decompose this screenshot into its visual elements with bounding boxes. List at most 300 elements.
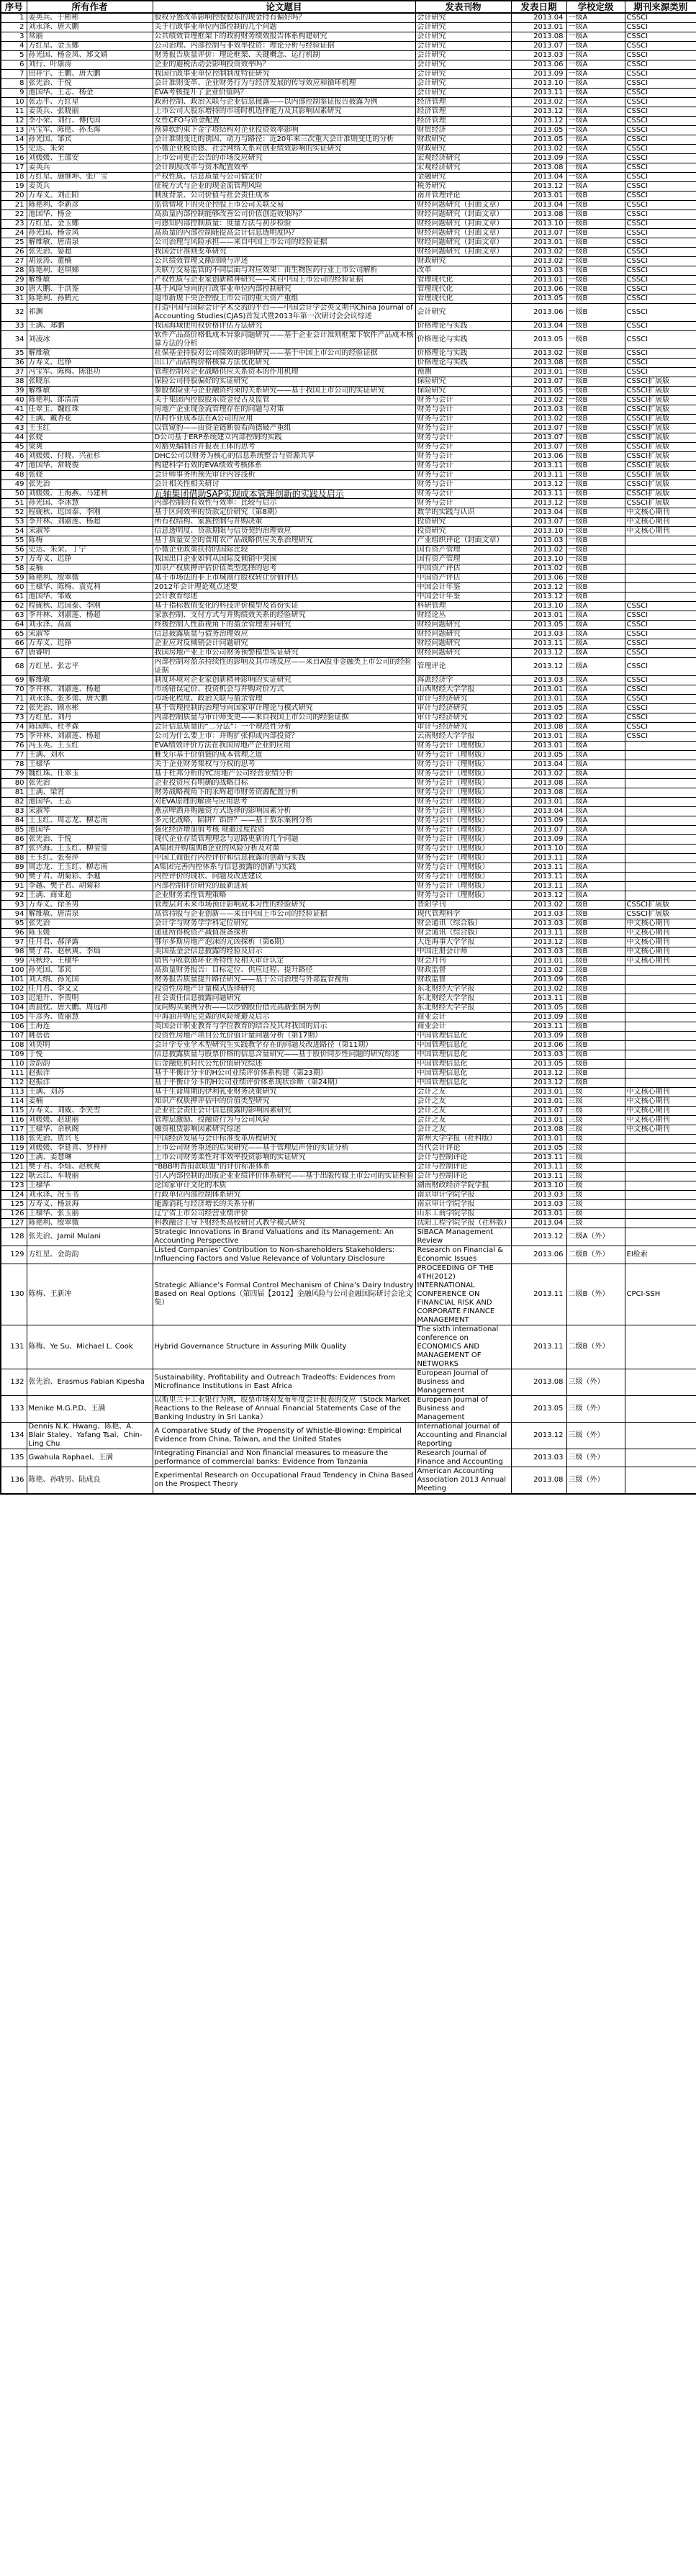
- table-row: [1, 639, 696, 649]
- table-row: [1, 145, 696, 154]
- authors-cell: 魏红珠、任翠玉: [27, 770, 153, 779]
- row-number-cell: 88: [1, 854, 27, 863]
- rating-cell: 二级A: [566, 816, 625, 826]
- authors-cell: 常丽: [27, 32, 153, 42]
- authors-cell: 唐睿明: [27, 649, 153, 658]
- title-cell: 投资性房地产计量模式选择研究: [153, 985, 415, 994]
- table-row: [1, 901, 696, 910]
- row-number-cell: 59: [1, 574, 27, 583]
- date-cell: 2013.09: [511, 1013, 566, 1022]
- journal-cell: 财务与会计: [415, 480, 511, 490]
- row-number-cell: 100: [1, 966, 27, 976]
- table-row: [1, 882, 696, 891]
- authors-cell: 田祥宇、王鹏、唐大鹏: [27, 70, 153, 79]
- source-cell: CSSCI: [625, 676, 696, 685]
- authors-cell: 王满、梁宵: [27, 788, 153, 798]
- source-cell: CSSCI: [625, 173, 696, 182]
- table-row: [1, 201, 696, 210]
- table-row: [1, 154, 696, 163]
- authors-cell: 梁爽: [27, 443, 153, 452]
- rating-cell: 二级B: [566, 985, 625, 994]
- rating-cell: 二级B: [566, 910, 625, 919]
- title-cell: 内部控制质量与审计师变更——来自我国上市公司的经验证据: [153, 713, 415, 723]
- title-cell: 所有权结构、家族控制与并购决策: [153, 518, 415, 527]
- title-cell: 退市新规下央企控股上市公司的重大资产重组: [153, 294, 415, 304]
- authors-cell: 张先治、于悦: [27, 79, 153, 89]
- source-cell: CSSCI: [625, 294, 696, 304]
- row-number-cell: 39: [1, 387, 27, 396]
- table-row: [1, 602, 696, 611]
- rating-cell: 三级: [566, 1107, 625, 1116]
- authors-cell: 万寿义、刘正阳: [27, 192, 153, 201]
- journal-cell: 财务与会计（理财版）: [415, 854, 511, 863]
- date-cell: 2013.08: [511, 32, 566, 42]
- authors-cell: 孙光国、邹宾: [27, 135, 153, 145]
- table-row: [1, 1032, 696, 1041]
- date-cell: 2013.09: [511, 154, 566, 163]
- authors-cell: 李井林、刘淑莲、杨超: [27, 685, 153, 695]
- journal-cell: 审计与经济研究: [415, 713, 511, 723]
- rating-cell: 一级B: [566, 322, 625, 331]
- row-number-cell: 75: [1, 732, 27, 742]
- rating-cell: 三级: [566, 1144, 625, 1153]
- source-cell: [625, 1172, 696, 1181]
- source-cell: CSSCI扩展版: [625, 452, 696, 461]
- title-cell: 辽宁省上市公司经营业绩评价: [153, 1210, 415, 1219]
- authors-cell: 姜楠: [27, 564, 153, 574]
- header-source: 期刊来源类别: [625, 1, 696, 13]
- date-cell: 2013.10: [511, 527, 566, 536]
- authors-cell: 陈梅: [27, 536, 153, 546]
- source-cell: 中文核心期刊: [625, 1107, 696, 1116]
- source-cell: 中文核心期刊: [625, 929, 696, 938]
- title-cell: 上市公司更正公告的市场反应研究: [153, 154, 415, 163]
- rating-cell: 二级A: [566, 742, 625, 751]
- journal-cell: 经济管理: [415, 117, 511, 126]
- table-row: [1, 182, 696, 192]
- source-cell: 中文核心期刊: [625, 1088, 696, 1097]
- rating-cell: 二级A: [566, 760, 625, 770]
- authors-cell: 刘天纳、孙光国: [27, 976, 153, 985]
- source-cell: CSSCI: [625, 359, 696, 368]
- table-row: [1, 1041, 696, 1050]
- authors-cell: 王满、郑鹏: [27, 322, 153, 331]
- title-cell: 上市公司大股东增持的市场时机选择能力及其影响因素研究: [153, 107, 415, 117]
- date-cell: 2013.09: [511, 976, 566, 985]
- authors-cell: 姜英兵: [27, 163, 153, 173]
- journal-cell: 会计研究: [415, 42, 511, 51]
- authors-cell: 池国华、杨金: [27, 210, 153, 220]
- table-row: [1, 1135, 696, 1144]
- source-cell: 中文核心期刊: [625, 957, 696, 966]
- authors-cell: 史达、朱荣: [27, 145, 153, 154]
- row-number-cell: 65: [1, 630, 27, 639]
- title-cell: 公司治理、内部控制与非效率投资：理论分析与经验证据: [153, 42, 415, 51]
- row-number-cell: 106: [1, 1022, 27, 1032]
- title-link[interactable]: 瓦轴集团借助SAP实现成本管理创新的实践及启示: [153, 490, 415, 499]
- table-row: [1, 1153, 696, 1163]
- title-cell: 企业财务柔性管理策略: [153, 891, 415, 901]
- row-number-cell: 72: [1, 704, 27, 713]
- journal-cell: 会计之友: [415, 1097, 511, 1107]
- table-row: [1, 564, 696, 574]
- source-cell: CSSCI: [625, 51, 696, 60]
- row-number-cell: 108: [1, 1041, 27, 1050]
- title-cell: 基于市场法的非上市城商行股权转让价值评估: [153, 574, 415, 583]
- authors-cell: 宋淑琴: [27, 807, 153, 816]
- journal-cell: 财会通讯（综合版）: [415, 929, 511, 938]
- date-cell: 2013.09: [511, 816, 566, 826]
- row-number-cell: 5: [1, 51, 27, 60]
- rating-cell: 二级B: [566, 994, 625, 1004]
- authors-cell: 迟旭升、李贺明: [27, 994, 153, 1004]
- title-cell: 会计信息质量的“二分法”：一个规范性分析: [153, 723, 415, 732]
- table-row: [1, 304, 696, 322]
- date-cell: 2013.11: [511, 994, 566, 1004]
- date-cell: 2013.01: [511, 1210, 566, 1219]
- title-cell: 2012年会计理论观点述要: [153, 583, 415, 593]
- rating-cell: 二级A: [566, 685, 625, 695]
- header-title: 论文题目: [153, 1, 415, 13]
- table-row: [1, 126, 696, 135]
- rating-cell: 一级B: [566, 508, 625, 518]
- authors-cell: 胡景涛、董楠: [27, 257, 153, 266]
- journal-cell: 南京审计学院学报: [415, 1200, 511, 1210]
- authors-cell: 张娆: [27, 471, 153, 480]
- date-cell: 2013.11: [511, 1264, 566, 1325]
- rating-cell: 三级（外）: [566, 1449, 625, 1467]
- source-cell: CSSCI: [625, 704, 696, 713]
- rating-cell: 一级B: [566, 433, 625, 443]
- table-row: [1, 676, 696, 685]
- date-cell: 2013.11: [511, 1172, 566, 1181]
- title-cell: 市场错误定价、投资机会与并购对价方式: [153, 685, 415, 695]
- date-cell: 2013.11: [511, 471, 566, 480]
- authors-cell: 冯宝军、陈梅、陈银功: [27, 368, 153, 377]
- journal-cell: Research Journal of Finance and Accounting: [415, 1449, 511, 1467]
- source-cell: CSSCI: [625, 304, 696, 322]
- title-cell: 我国会计准则变革研究: [153, 248, 415, 257]
- authors-cell: 孙光国、邹宾: [27, 966, 153, 976]
- table-row: [1, 826, 696, 835]
- date-cell: 2013.08: [511, 779, 566, 788]
- rating-cell: 二级A: [566, 835, 625, 845]
- source-cell: [625, 1144, 696, 1153]
- authors-cell: 张志平、方红星: [27, 98, 153, 107]
- journal-cell: 国有资产管理: [415, 555, 511, 564]
- rating-cell: 二级B: [566, 929, 625, 938]
- date-cell: 2013.09: [511, 70, 566, 79]
- source-cell: CSSCI: [625, 658, 696, 676]
- row-number-cell: 110: [1, 1060, 27, 1069]
- journal-cell: 东北财经大学学报: [415, 1004, 511, 1013]
- rating-cell: 二级B: [566, 1022, 625, 1032]
- title-cell: 会计教育综述: [153, 593, 415, 602]
- table-row: [1, 816, 696, 826]
- journal-cell: 会计研究: [415, 89, 511, 98]
- title-cell: 企业的避税活动会影响投资效率吗？: [153, 60, 415, 70]
- rating-cell: 三级: [566, 1116, 625, 1125]
- authors-cell: 方红星、金玉娜: [27, 42, 153, 51]
- rating-cell: 一级B: [566, 331, 625, 349]
- row-number-cell: 132: [1, 1369, 27, 1396]
- authors-cell: 史达、朱荣、丁宁: [27, 546, 153, 555]
- table-row: [1, 742, 696, 751]
- title-cell: 公共绩效管理文献回顾与评述: [153, 257, 415, 266]
- title-cell: 征税方式与企业的现金流管理风险: [153, 182, 415, 192]
- rating-cell: 一级B: [566, 238, 625, 248]
- authors-cell: 陈艳利、赵琪娣: [27, 266, 153, 276]
- date-cell: 2013.08: [511, 788, 566, 798]
- authors-cell: 池国华、王志、杨金: [27, 89, 153, 98]
- authors-cell: 李越、樊子君、胡菊彩: [27, 882, 153, 891]
- title-cell: 以斯里兰卡工业银行为例，股票市场对发布年度会计报表的反应（Stock Market Reactions to the Release of Annual Financial Statements Case of the Banking Industry in Sri Lanka）: [153, 1396, 415, 1423]
- table-row: [1, 70, 696, 79]
- row-number-cell: 55: [1, 536, 27, 546]
- source-cell: CSSCI: [625, 42, 696, 51]
- title-cell: 会计制度改革与资本配置效率: [153, 163, 415, 173]
- row-number-cell: 128: [1, 1228, 27, 1246]
- source-cell: [625, 1050, 696, 1060]
- journal-cell: 财务与会计: [415, 433, 511, 443]
- title-cell: A集团完善内控体系与信息披露的创新与实践: [153, 863, 415, 873]
- table-row: [1, 135, 696, 145]
- row-number-cell: 69: [1, 676, 27, 685]
- journal-cell: 管理现代化: [415, 294, 511, 304]
- table-row: [1, 79, 696, 89]
- source-cell: [625, 1032, 696, 1041]
- source-cell: [625, 1041, 696, 1050]
- title-cell: EVA绩效评价方法在我国房地产企业的应用: [153, 742, 415, 751]
- date-cell: 2013.12: [511, 1228, 566, 1246]
- title-cell: 能源消耗与经济增长的关系分析: [153, 1200, 415, 1210]
- journal-cell: 投资研究: [415, 527, 511, 536]
- journal-cell: 沈阳工程学院学报（社科版）: [415, 1219, 511, 1228]
- rating-cell: 一级B: [566, 583, 625, 593]
- row-number-cell: 98: [1, 947, 27, 957]
- title-cell: 家族控制、支付方式与并购绩效关系的经验研究: [153, 611, 415, 621]
- source-cell: [625, 826, 696, 835]
- title-cell: 上市公司财务柔性对非效率投资影响的实证研究: [153, 1153, 415, 1163]
- authors-cell: 陈艳、孙晓男、陆成良: [27, 1467, 153, 1495]
- authors-cell: 方红星、张志平: [27, 658, 153, 676]
- table-row: [1, 23, 696, 32]
- authors-cell: 张先治: [27, 779, 153, 788]
- date-cell: 2013.11: [511, 89, 566, 98]
- source-cell: CSSCI扩展版: [625, 471, 696, 480]
- title-cell: Hybrid Governance Structure in Assuring Milk Quality: [153, 1325, 415, 1369]
- row-number-cell: 67: [1, 649, 27, 658]
- rating-cell: 二级B: [566, 1032, 625, 1041]
- journal-cell: 财务与会计（理财版）: [415, 826, 511, 835]
- row-number-cell: 134: [1, 1423, 27, 1449]
- table-row: [1, 630, 696, 639]
- table-row: [1, 976, 696, 985]
- date-cell: 2013.05: [511, 135, 566, 145]
- header-row-number: 序号: [1, 1, 27, 13]
- table-row: [1, 938, 696, 947]
- source-cell: CSSCI: [625, 145, 696, 154]
- title-cell: 财务战略视角下的永辉超市财务资源配置分析: [153, 788, 415, 798]
- table-row: [1, 1228, 696, 1246]
- title-cell: 保险公司持股偏好的实证研究: [153, 377, 415, 387]
- authors-cell: 任月君、李文文: [27, 985, 153, 994]
- date-cell: 2013.12: [511, 480, 566, 490]
- journal-cell: 中国资产评估: [415, 574, 511, 583]
- journal-cell: 保险研究: [415, 377, 511, 387]
- table-row: [1, 611, 696, 621]
- journal-cell: 宏观经济研究: [415, 154, 511, 163]
- date-cell: 2013.10: [511, 602, 566, 611]
- authors-cell: 万寿义、迟铮: [27, 639, 153, 649]
- rating-cell: 二级A: [566, 695, 625, 704]
- journal-cell: 财务与会计（理财版）: [415, 816, 511, 826]
- journal-cell: 管理评论: [415, 658, 511, 676]
- rating-cell: 一级A: [566, 51, 625, 60]
- title-cell: 科教融合主导下财经类高校研讨式教学模式研究: [153, 1219, 415, 1228]
- table-row: [1, 685, 696, 695]
- authors-cell: 于悦: [27, 1050, 153, 1060]
- table-row: [1, 51, 696, 60]
- title-cell: 鄂尔多斯房地产泡沫的元凶探析（第6期）: [153, 938, 415, 947]
- journal-cell: European Journal of Business and Management: [415, 1396, 511, 1423]
- date-cell: 2013.04: [511, 1219, 566, 1228]
- title-cell: 融资租赁影响因素研究综述: [153, 1125, 415, 1135]
- journal-cell: 财务与会计: [415, 396, 511, 405]
- authors-cell: 陈玉媛: [27, 929, 153, 938]
- row-number-cell: 79: [1, 770, 27, 779]
- date-cell: 2013.11: [511, 1163, 566, 1172]
- journal-cell: 财政监督: [415, 966, 511, 976]
- row-number-cell: 125: [1, 1200, 27, 1210]
- title-cell: 内控评价的现状、问题及改进建议: [153, 873, 415, 882]
- table-row: [1, 359, 696, 368]
- table-row: [1, 1396, 696, 1423]
- date-cell: 2013.11: [511, 882, 566, 891]
- title-cell: 信息透明度、贷款期限与信贷契约治理效应: [153, 527, 415, 536]
- title-cell: 中国工商银行内控评价和信息披露的创新与实践: [153, 854, 415, 863]
- table-row: [1, 546, 696, 555]
- title-cell: 管理层激励、投融资行为与公司风险: [153, 1116, 415, 1125]
- journal-cell: 税务研究: [415, 182, 511, 192]
- table-row: [1, 723, 696, 732]
- header-date: 发表日期: [511, 1, 566, 13]
- title-cell: 基于平衡计分卡的H公司业绩评价体系构建（第23期）: [153, 1069, 415, 1078]
- title-cell: 会计相关性相关研讨: [153, 480, 415, 490]
- title-cell: 中海油并购尼克森的风险规避及启示: [153, 1013, 415, 1022]
- row-number-cell: 54: [1, 527, 27, 536]
- row-number-cell: 61: [1, 593, 27, 602]
- source-cell: CSSCI: [625, 70, 696, 79]
- authors-cell: 陈梅、Ye Su、Michael L. Cook: [27, 1325, 153, 1369]
- rating-cell: 二级A: [566, 611, 625, 621]
- title-cell: 对豁免编制合并报表主体的思考: [153, 443, 415, 452]
- table-row: [1, 1088, 696, 1097]
- journal-cell: 价格理论与实践: [415, 322, 511, 331]
- date-cell: 2013.05: [511, 387, 566, 396]
- row-number-cell: 120: [1, 1153, 27, 1163]
- row-number-cell: 48: [1, 471, 27, 480]
- source-cell: CSSCI: [625, 126, 696, 135]
- rating-cell: 一级A: [566, 117, 625, 126]
- authors-cell: 池国华: [27, 826, 153, 835]
- date-cell: 2013.08: [511, 723, 566, 732]
- authors-cell: 冯秋玲、王棣华: [27, 957, 153, 966]
- title-cell: 小微企业税负感、社会网络关系对创业绩效影响的实证研究: [153, 145, 415, 154]
- row-number-cell: 103: [1, 994, 27, 1004]
- row-number-cell: 25: [1, 238, 27, 248]
- title-cell: 行政单位内部控制体系研究: [153, 1191, 415, 1200]
- source-cell: CSSCI扩展版: [625, 424, 696, 433]
- authors-cell: 王玉红、周志龙、柳志南: [27, 816, 153, 826]
- source-cell: [625, 1423, 696, 1449]
- source-cell: [625, 1135, 696, 1144]
- table-row: [1, 1200, 696, 1210]
- title-cell: Listed Companies’ Contribution to Non-shareholders Stakeholders: Influencing Factors and Value Relevance of Voluntary Disclosure: [153, 1246, 415, 1264]
- row-number-cell: 104: [1, 1004, 27, 1013]
- date-cell: 2013.05: [511, 1144, 566, 1153]
- table-row: [1, 536, 696, 546]
- rating-cell: 二级B（外）: [566, 1325, 625, 1369]
- row-number-cell: 1: [1, 13, 27, 23]
- date-cell: 2013.12: [511, 107, 566, 117]
- source-cell: CSSCI: [625, 89, 696, 98]
- rating-cell: 二级A: [566, 723, 625, 732]
- rating-cell: 一级B: [566, 257, 625, 266]
- authors-cell: 刘永泽、张多蕾、唐大鹏: [27, 695, 153, 704]
- table-row: [1, 732, 696, 742]
- row-number-cell: 13: [1, 126, 27, 135]
- title-cell: 以管窥豹——由资金链断裂看尚德破产重组: [153, 424, 415, 433]
- table-row: [1, 788, 696, 798]
- table-row: [1, 910, 696, 919]
- row-number-cell: 53: [1, 518, 27, 527]
- title-cell: 女性CFO与资金配置: [153, 117, 415, 126]
- table-row: [1, 1264, 696, 1325]
- row-number-cell: 127: [1, 1219, 27, 1228]
- authors-cell: 张先治、Erasmus Fabian Kipesha: [27, 1369, 153, 1396]
- source-cell: [625, 1219, 696, 1228]
- title-cell: 知识产权质押评估中的价值类型研究: [153, 1097, 415, 1107]
- authors-cell: 任月君、郝泽露: [27, 938, 153, 947]
- row-number-cell: 82: [1, 798, 27, 807]
- title-cell: 会计学与财务学学科定位研究: [153, 919, 415, 929]
- source-cell: 中文核心期刊: [625, 527, 696, 536]
- date-cell: 2013.10: [511, 1181, 566, 1191]
- journal-cell: 会计研究: [415, 23, 511, 32]
- source-cell: CSSCI: [625, 266, 696, 276]
- title-cell: 引入内部控制的出版企业业绩评价体系研究——基于出版传媒上市公司的实证检验: [153, 1172, 415, 1181]
- journal-cell: 云南财经大学学报: [415, 732, 511, 742]
- row-number-cell: 114: [1, 1097, 27, 1107]
- rating-cell: 二级A: [566, 798, 625, 807]
- table-row: [1, 173, 696, 182]
- journal-cell: 财经问题研究: [415, 639, 511, 649]
- authors-cell: 张先治、贾兴飞: [27, 1135, 153, 1144]
- rating-cell: 二级B: [566, 957, 625, 966]
- source-cell: CSSCI扩展版: [625, 433, 696, 443]
- row-number-cell: 116: [1, 1116, 27, 1125]
- rating-cell: 二级A: [566, 891, 625, 901]
- date-cell: 2013.03: [511, 1050, 566, 1060]
- row-number-cell: 64: [1, 621, 27, 630]
- date-cell: 2013.05: [511, 1004, 566, 1013]
- source-cell: [625, 779, 696, 788]
- journal-cell: 财务与会计（理财版）: [415, 863, 511, 873]
- row-number-cell: 56: [1, 546, 27, 555]
- table-row: [1, 835, 696, 845]
- table-row: [1, 845, 696, 854]
